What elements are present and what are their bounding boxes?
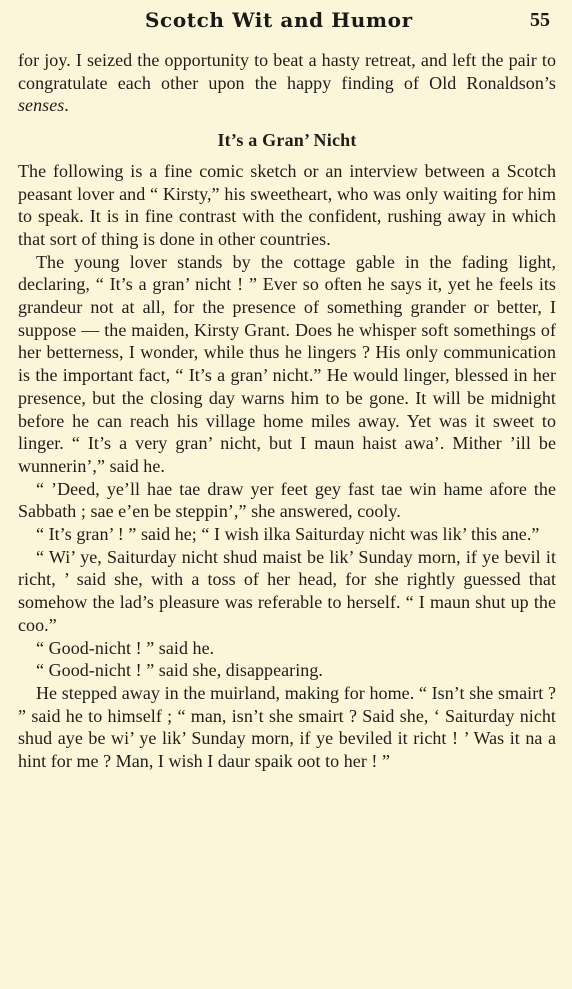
opening-paragraph [18,49,556,117]
paragraph-2: The young lover stands by the cottage gable in the fading light, declaring, “ It’s a gran’ nicht ! ” Ever so often he says it, yet he feels its grandeur not at all, for the presence of something grander or better, I suppose — the maiden, Kirsty Grant. Does he whisper soft somethings of her betterness, I wonder, while thus he lingers ? His only communication is the important fact, “ It’s a gran’ nicht.” He would linger, blessed in her presence, but the closing day warns him to be gone. It will be midnight before he can reach his village home miles away. Yet was it sweet to linger. “ It’s a very gran’ nicht, but I maun haist awa’. Mither ’ill be wunnerin’,” said he. [18,251,556,476]
paragraph-5: “ Wi’ ye, Saiturday nicht shud maist be lik’ Sunday morn, if ye bevil it richt, ’ said she, with a toss of her head, for she rightly guessed that somehow the lad’s pleasure was referable to herself. “ I maun shut up the coo.” [18,546,556,635]
paragraph-6: “ Good-nicht ! ” said he. [36,637,215,658]
opening-paragraph-text: for joy. I seized the opportunity to beat a hasty retreat, and left the pair to congratulate each other upon the happy finding of Old Ronaldson’s [18,50,556,93]
section-heading: It’s a Gran’ Nicht [217,130,357,151]
paragraph-3: “ ’Deed, ye’ll hae tae draw yer feet gey fast tae win hame afore the Sabbath ; sae e’en be steppin’,” she answered, cooly. [18,478,556,522]
page-text [18,49,556,773]
italic-word: senses [18,95,65,116]
paragraph-8: He stepped away in the muirland, making for home. “ Isn’t she smairt ? ” said he to himself ; “ man, isn’t she smairt ? Said she, ‘ Saiturday nicht shud aye be wi’ ye lik’ Sunday morn, if ye beviled it richt ! ’ Was it na a hint for me ? Man, I wish I daur spaik oot to her ! ” [18,682,556,772]
paragraph-4: “ It’s gran’ ! ” said he; “ I wish ilka Saiturday nicht was lik’ this ane.” [36,524,540,545]
paragraph-7: “ Good-nicht ! ” said she, disappearing. [36,660,323,681]
page-number: 55 [530,9,550,31]
running-title: Scotch Wit and Humor [145,8,413,32]
paragraph-1: The following is a fine comic sketch or an interview between a Scotch peasant lover and “ Kirsty,” his sweetheart, who was only waiting for him to speak. It is in fine contrast with the confident, rushing away in which that sort of thing is done in other countries. [18,160,556,249]
opening-paragraph-punctuation: . [64,95,69,116]
running-header [145,8,552,36]
